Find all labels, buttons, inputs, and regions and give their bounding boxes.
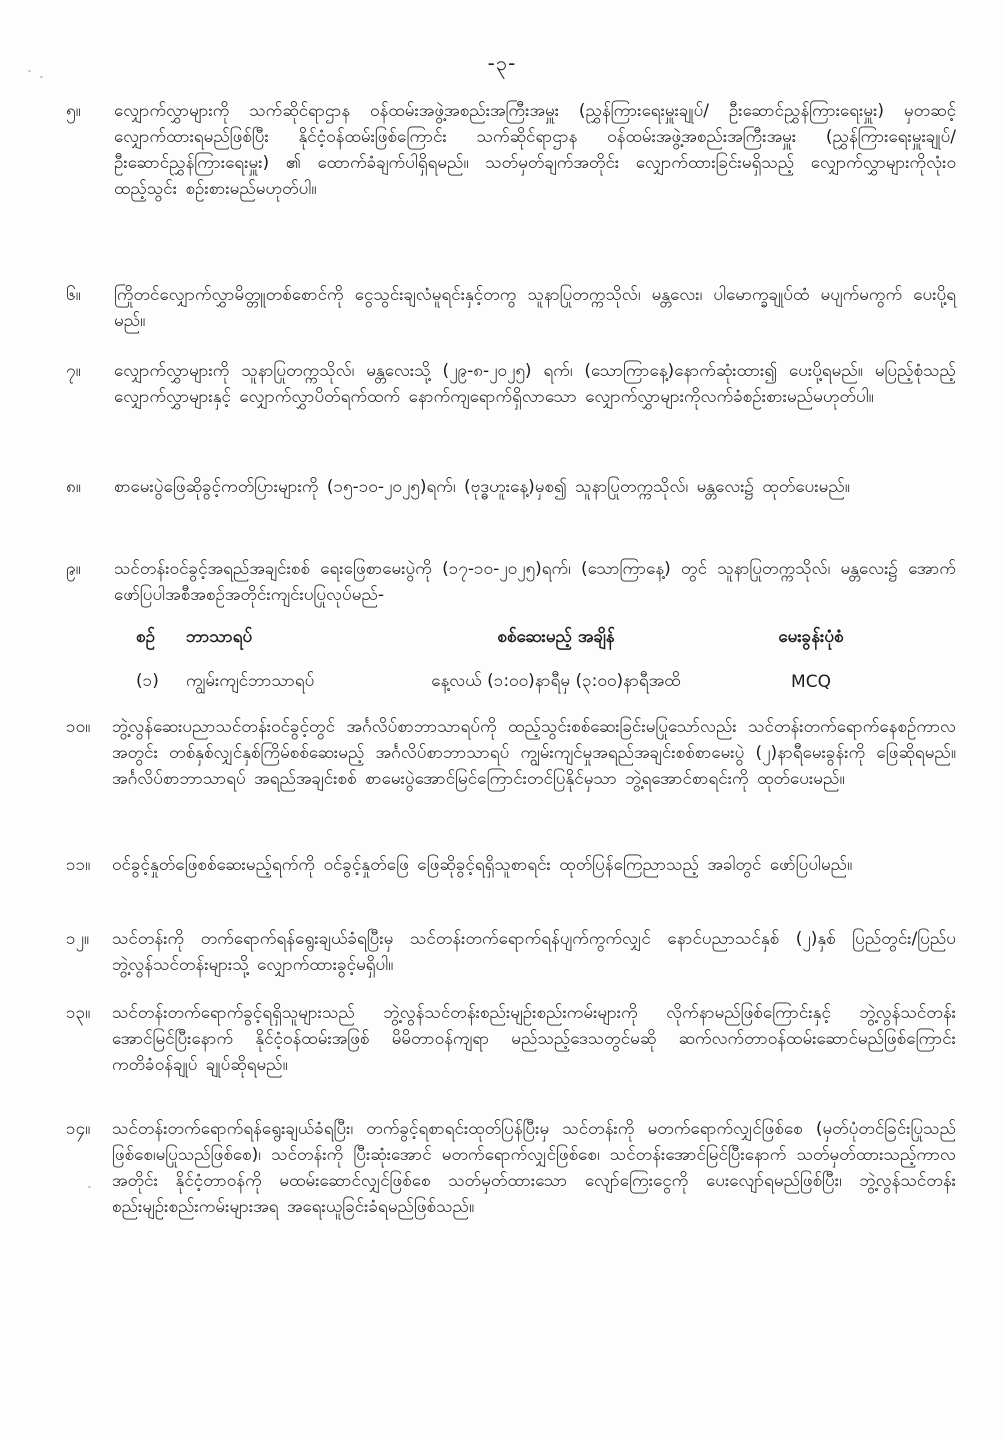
paragraph-6 [66,282,956,334]
table-header-row [136,620,896,656]
paragraph-text: သင်တန်းဝင်ခွင့်အရည်အချင်းစစ် ရေးဖြေစာမေးပွဲကို (၁၇-၁၀-၂၀၂၅)ရက်၊ (သောကြာနေ့) တွင် သူနာပြုတက္ကသိုလ်၊ မန္တလေး၌ အောက်ဖော်ပြပါအစီအစဉ်အတိုင်းကျင်းပပြုလုပ်မည်- [114,559,956,605]
paragraph-text: သင်တန်းကို တက်ရောက်ရန်ရွေးချယ်ခံရပြီးမှ သင်တန်းတက်ရောက်ရန်ပျက်ကွက်လျှင် နောင်ပညာသင်နှစ် (၂)နှစ် ပြည်တွင်း/ပြည်ပဘွဲ့လွန်သင်တန်းများသို့ လျှောက်ထားခွင့်မရှိပါ။ [112,929,956,975]
paragraph-8 [66,474,956,500]
paragraph-13 [66,1000,956,1078]
paragraph-11 [66,852,956,878]
header-time: စစ်ဆေးမည့် အချိန် [497,626,615,647]
paragraph-10 [66,714,956,792]
paragraph-text: ဝင်ခွင့်နှုတ်ဖြေစစ်ဆေးမည့်ရက်ကို ဝင်ခွင့်နှုတ်ဖြေ ဖြေဆိုခွင့်ရရှိသူစာရင်း ထုတ်ပြန်ကြေညာသည့် အခါတွင် ဖော်ပြပါမည်။ [112,855,853,875]
scan-speck [88,1186,91,1188]
cell-no: (၁) [136,670,159,691]
paragraph-text: လျှောက်လွှာများကို သက်ဆိုင်ရာဌာန ဝန်ထမ်းအဖွဲ့အစည်းအကြီးအမှူး (ညွှန်ကြားရေးမှူးချုပ်/ ဦးဆောင်ညွှန်ကြားရေးမှူး) မှတဆင့် လျှောက်ထားရမည်ဖြစ်ပြီး နိုင်ငံ့ဝန်ထမ်းဖြစ်ကြောင်း သက်ဆိုင်ရာဌာန ဝန်ထမ်းအဖွဲ့အစည်းအကြီးအမှူး (ညွှန်ကြားရေးမှူးချုပ်/ ဦးဆောင်ညွှန်ကြားရေးမှူး) ၏ ထောက်ခံချက်ပါရှိရမည်။ သတ်မှတ်ချက်အတိုင်း လျှောက်ထားခြင်းမရှိသည့် လျှောက်လွှာများကိုလုံးဝထည့်သွင်း စဉ်းစားမည်မဟုတ်ပါ။ [114,101,956,199]
cell-time: နေ့လယ် (၁:၀၀)နာရီမှ (၃:၀၀)နာရီအထိ [431,670,681,691]
cell-subject: ကျွမ်းကျင်ဘာသာရပ် [186,670,315,691]
paragraph-text: လျှောက်လွှာများကို သူနာပြုတက္ကသိုလ်၊ မန္တလေးသို့ (၂၉-၈-၂၀၂၅) ရက်၊ (သောကြာနေ့)နောက်ဆုံးထား၍ ပေးပို့ရမည်။ မပြည့်စုံသည့်လျှောက်လွှာများနှင့် လျှောက်လွှာပိတ်ရက်ထက် နောက်ကျရောက်ရှိလာသော လျှောက်လွှာများကိုလက်ခံစဉ်းစားမည်မဟုတ်ပါ။ [114,361,956,407]
paragraph-number: ၁၁။ [66,855,91,875]
paragraph-number: ၅။ [66,101,81,121]
paragraph-text: ဘွဲ့လွန်ဆေးပညာသင်တန်းဝင်ခွင့်တွင် အင်္ဂလိပ်စာဘာသာရပ်ကို ထည့်သွင်းစစ်ဆေးခြင်းမပြုသော်လည်း သင်တန်းတက်ရောက်နေစဉ်ကာလအတွင်း တစ်နှစ်လျှင်နှစ်ကြိမ်စစ်ဆေးမည့် အင်္ဂလိပ်စာဘာသာရပ် ကျွမ်းကျင်မှုအရည်အချင်းစစ်စာမေးပွဲ (၂)နာရီမေးခွန်းကို ဖြေဆိုရမည်။ အင်္ဂလိပ်စာဘာသာရပ် အရည်အချင်းစစ် စာမေးပွဲအောင်မြင်ကြောင်းတင်ပြနိုင်မှသာ ဘွဲ့ရအောင်စာရင်းကို ထုတ်ပေးမည်။ [112,717,956,789]
scan-speck [28,70,31,72]
paragraph-14 [66,1116,956,1220]
paragraph-text: စာမေးပွဲဖြေဆိုခွင့်ကတ်ပြားများကို (၁၅-၁၀-၂၀၂၅)ရက်၊ (ဗုဒ္ဓဟူးနေ့)မှစ၍ သူနာပြုတက္ကသိုလ်၊ မန္တလေး၌ ထုတ်ပေးမည်။ [114,477,850,497]
header-subject: ဘာသာရပ် [186,626,253,647]
cell-type: MCQ [791,672,831,692]
paragraph-number: ၉။ [66,559,81,579]
paragraph-number: ၁၃။ [66,1003,91,1023]
table-row [136,664,896,700]
paragraph-number: ၁၀။ [66,717,91,737]
paragraph-5 [66,98,956,202]
paragraph-12 [66,926,956,978]
paragraph-number: ၁၂။ [66,929,90,949]
paragraph-text: သင်တန်းတက်ရောက်ခွင့်ရရှိသူများသည် ဘွဲ့လွန်သင်တန်းစည်းမျဉ်းစည်းကမ်းများကို လိုက်နာမည်ဖြစ်ကြောင်းနှင့် ဘွဲ့လွန်သင်တန်းအောင်မြင်ပြီးနောက် နိုင်ငံ့ဝန်ထမ်းအဖြစ် မိမိတာဝန်ကျရာ မည်သည့်ဒေသတွင်မဆို ဆက်လက်တာဝန်ထမ်းဆောင်မည်ဖြစ်ကြောင်း ကတိခံဝန်ချုပ် ချုပ်ဆိုရမည်။ [112,1003,956,1075]
paragraph-number: ၆။ [66,285,81,305]
paragraph-9 [66,556,956,608]
scan-speck [40,76,43,78]
header-type: မေးခွန်းပုံစံ [778,626,844,647]
page-number: -၃- [487,51,517,75]
paragraph-number: ၁၄။ [66,1119,91,1139]
paragraph-text: ကြိုတင်လျှောက်လွှာမိတ္တူတစ်စောင်ကို ငွေသွင်းချလံမူရင်းနှင့်တကွ သူနာပြုတက္ကသိုလ်၊ မန္တလေး၊ ပါမောက္ခချုပ်ထံ မပျက်မကွက် ပေးပို့ရမည်။ [114,285,956,331]
paragraph-number: ၈။ [66,477,81,497]
header-no: စဉ် [136,626,155,647]
paragraph-text: သင်တန်းတက်ရောက်ရန်ရွေးချယ်ခံရပြီး၊ တက်ခွင့်ရစာရင်းထုတ်ပြန်ပြီးမှ သင်တန်းကို မတက်ရောက်လျှင်ဖြစ်စေ (မှတ်ပုံတင်ခြင်းပြုသည်ဖြစ်စေ၊မပြုသည်ဖြစ်စေ)၊ သင်တန်းကို ပြီးဆုံးအောင် မတက်ရောက်လျှင်ဖြစ်စေ၊ သင်တန်းအောင်မြင်ပြီးနောက် သတ်မှတ်ထားသည့်ကာလအတိုင်း နိုင်ငံ့တာဝန်ကို မထမ်းဆောင်လျှင်ဖြစ်စေ သတ်မှတ်ထားသော လျော်ကြေးငွေကို ပေးလျော်ရမည်ဖြစ်ပြီး၊ ဘွဲ့လွန်သင်တန်းစည်းမျဉ်းစည်းကမ်းများအရ အရေးယူခြင်းခံရမည်ဖြစ်သည်။ [112,1119,956,1217]
exam-schedule-table [136,620,896,700]
paragraph-7 [66,358,956,410]
paragraph-number: ၇။ [66,361,81,381]
